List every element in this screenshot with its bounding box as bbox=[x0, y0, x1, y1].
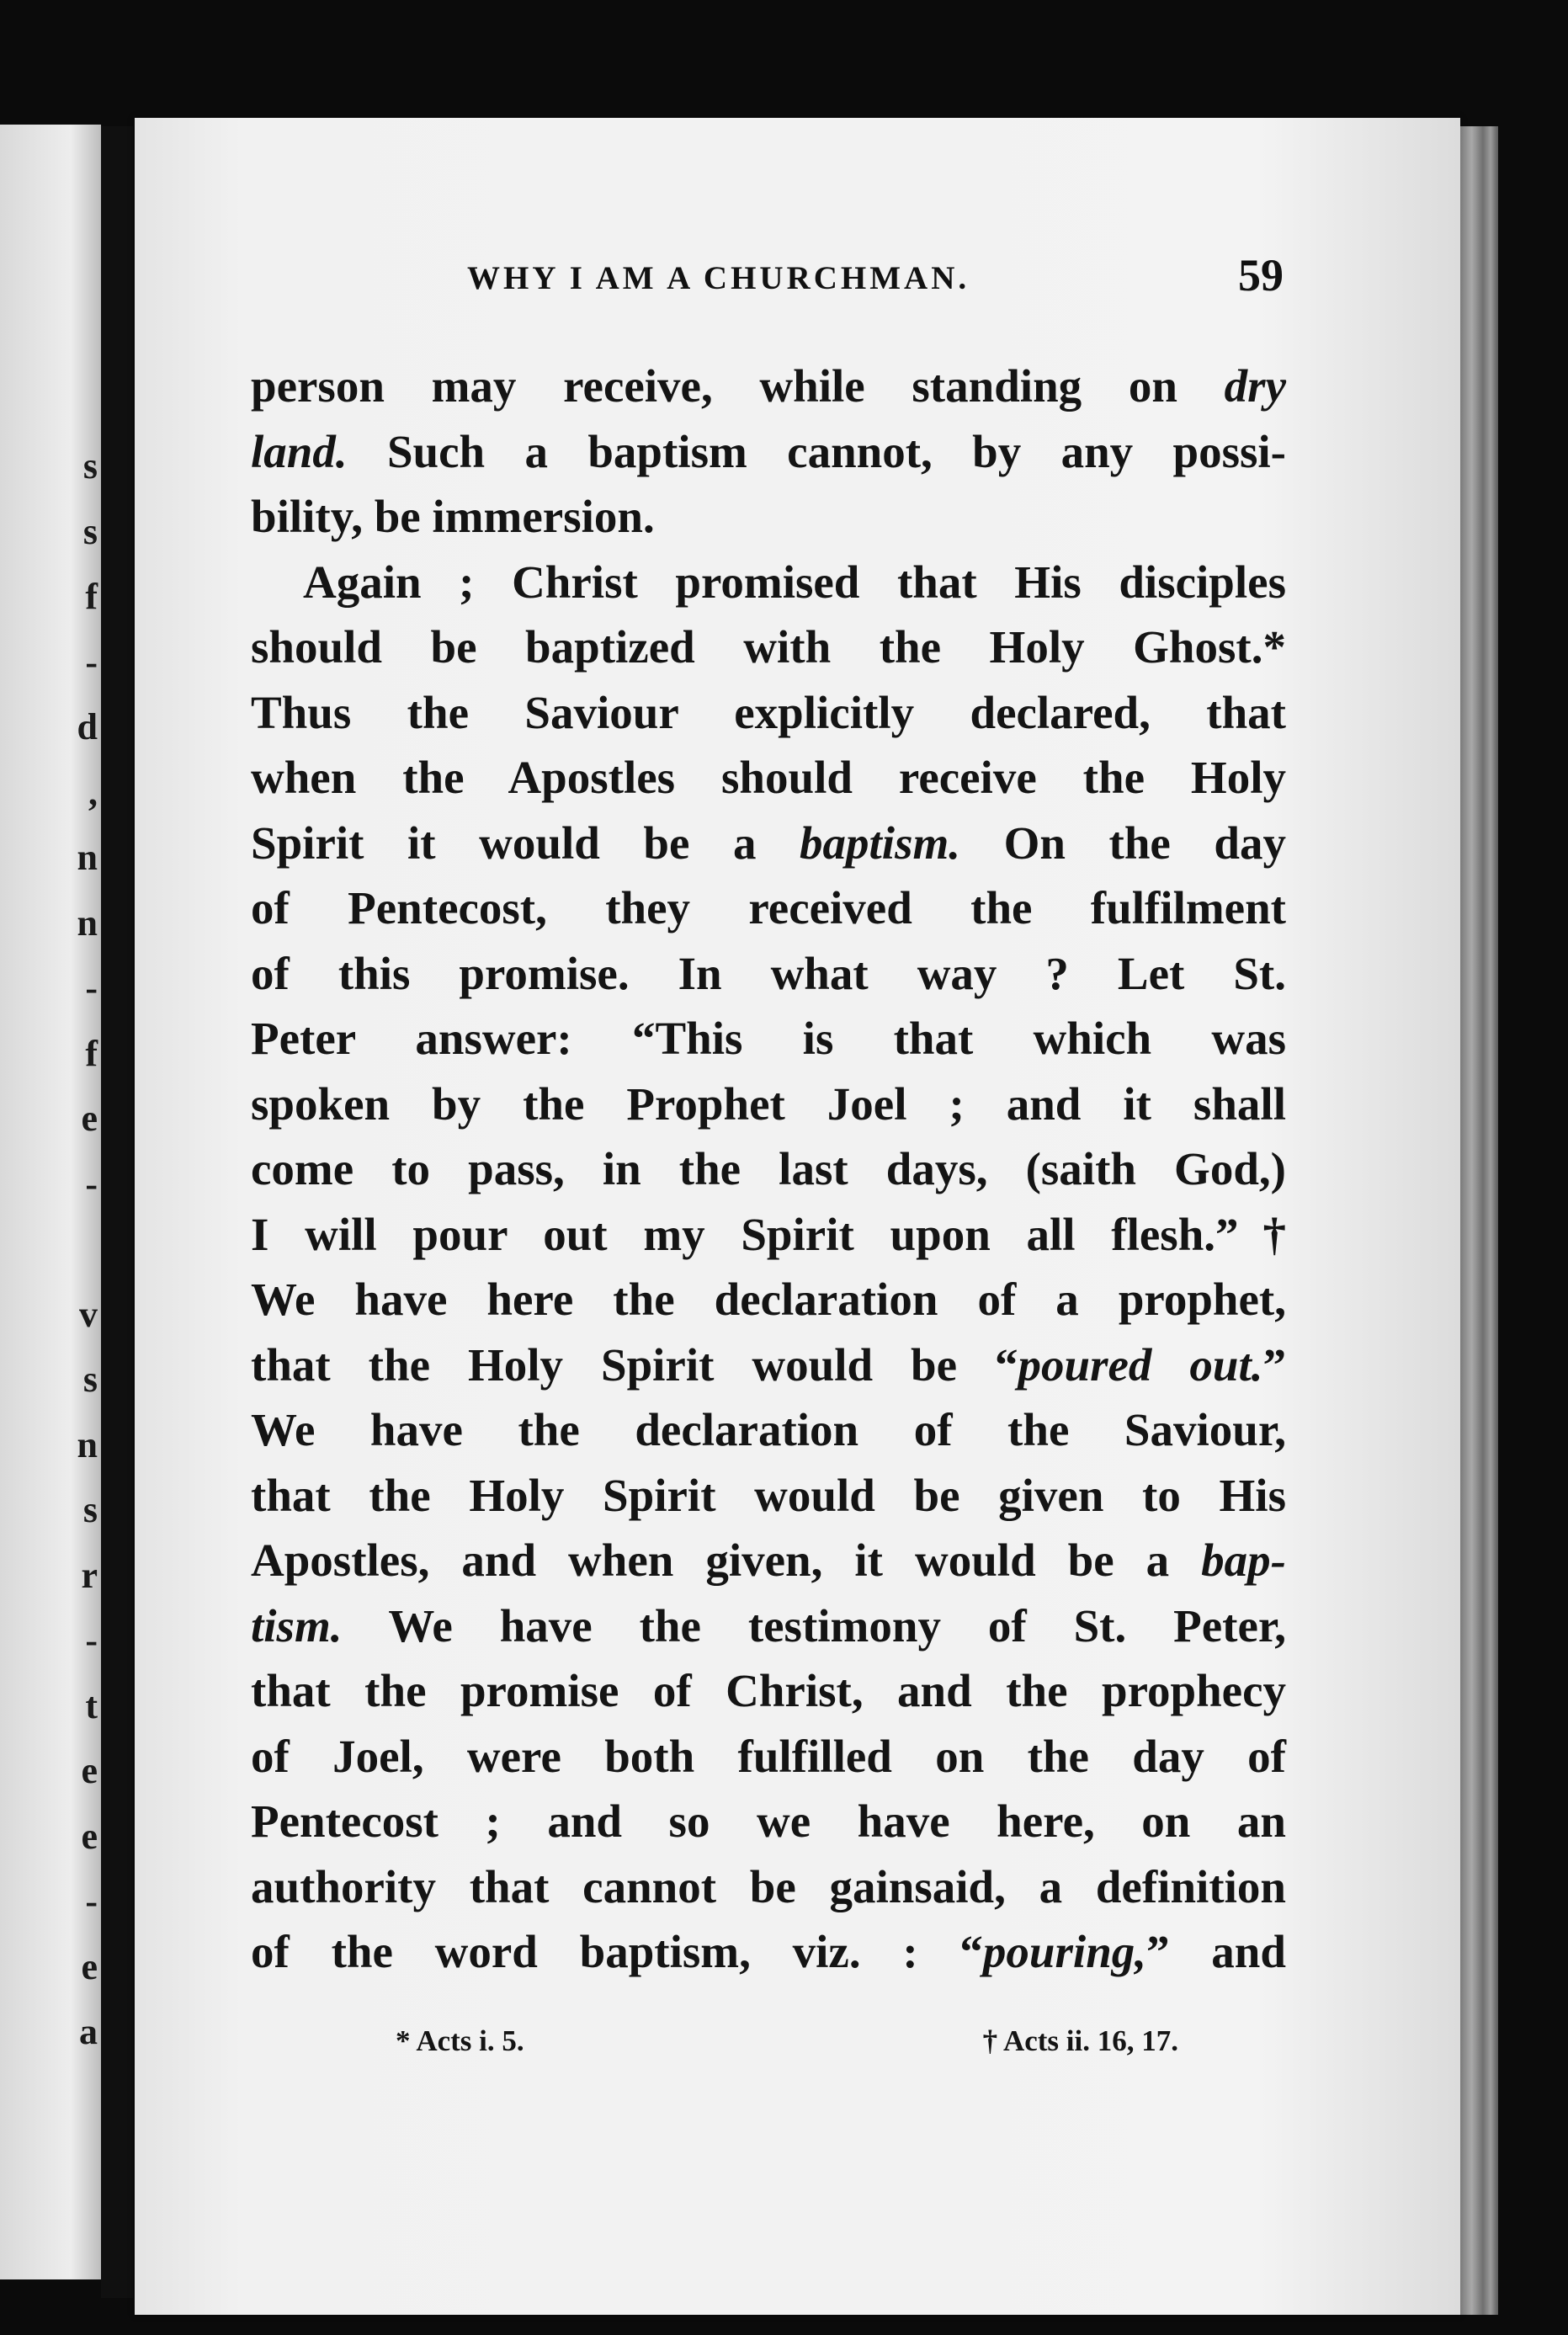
text-line bbox=[251, 1267, 1286, 1332]
italic-text: bap- bbox=[1201, 1535, 1286, 1586]
line-text: that the Holy Spirit would be given to His bbox=[251, 1469, 1286, 1521]
edge-glyph: s bbox=[82, 445, 98, 487]
text-line bbox=[251, 1397, 1286, 1463]
line-text: of the word baptism, viz. : “ bbox=[251, 1926, 983, 1977]
text-line bbox=[251, 811, 1286, 876]
edge-glyph: f bbox=[85, 1032, 98, 1074]
line-text: Pentecost ; and so we have here, on an bbox=[251, 1795, 1286, 1847]
edge-glyph: s bbox=[82, 1489, 98, 1530]
edge-glyph: a bbox=[79, 2011, 98, 2052]
line-text: Such a baptism cannot, by any possi- bbox=[347, 425, 1286, 477]
line-text: We have the testimony of St. Peter, bbox=[342, 1599, 1286, 1652]
edge-glyph: e bbox=[81, 1750, 98, 1791]
text-line bbox=[251, 680, 1286, 746]
text-line bbox=[251, 1854, 1286, 1920]
line-text: of Joel, were both fulfilled on the day of bbox=[251, 1730, 1286, 1782]
text-line bbox=[251, 1593, 1286, 1659]
edge-glyph: - bbox=[85, 641, 98, 683]
edge-glyph: - bbox=[85, 1162, 98, 1205]
running-head: WHY I AM A CHURCHMAN. bbox=[467, 260, 970, 296]
page-header bbox=[332, 250, 1284, 310]
edge-glyph: s bbox=[82, 1359, 98, 1400]
text-line bbox=[251, 1463, 1286, 1529]
line-text: Again ; Christ promised that His disciples bbox=[303, 556, 1286, 608]
line-text: bility, be immersion. bbox=[251, 491, 655, 542]
line-text: Thus the Saviour explicitly declared, that bbox=[251, 686, 1286, 738]
book-gutter bbox=[101, 126, 133, 2298]
line-text: spoken by the Prophet Joel ; and it shall bbox=[251, 1077, 1286, 1130]
text-line bbox=[251, 1658, 1286, 1724]
line-text: of this promise. In what way ? Let St. bbox=[251, 947, 1286, 999]
page-number: 59 bbox=[1238, 250, 1284, 301]
edge-glyph: e bbox=[81, 1815, 98, 1857]
text-line bbox=[251, 1528, 1286, 1593]
text-line bbox=[251, 354, 1286, 419]
line-text: We have here the declaration of a prophet, bbox=[251, 1274, 1286, 1325]
text-line bbox=[251, 875, 1286, 941]
line-text: that the promise of Christ, and the prophecy bbox=[251, 1665, 1286, 1716]
edge-glyph: - bbox=[85, 1880, 98, 1922]
footnotes bbox=[396, 2024, 1178, 2066]
italic-text: land. bbox=[251, 425, 348, 477]
edge-glyph: s bbox=[82, 510, 98, 552]
footnote-acts-ii-16-17: † Acts ii. 16, 17. bbox=[982, 2024, 1178, 2057]
text-line bbox=[251, 484, 1286, 550]
edge-glyph: r bbox=[81, 1554, 98, 1596]
italic-text: poured out. bbox=[1018, 1338, 1263, 1391]
facing-page-text-fragments bbox=[67, 444, 98, 2128]
line-text: authority that cannot be gainsaid, a definition bbox=[251, 1860, 1286, 1912]
edge-glyph: f bbox=[85, 576, 98, 617]
line-text: that the Holy Spirit would be “ bbox=[251, 1338, 1018, 1391]
italic-text: pouring, bbox=[982, 1926, 1147, 1977]
facing-page-edge bbox=[0, 125, 101, 2279]
text-line bbox=[251, 1789, 1286, 1854]
edge-glyph: - bbox=[85, 967, 98, 1008]
line-text: person may receive, while standing on bbox=[251, 360, 1225, 412]
line-text: I will pour out my Spirit upon all flesh.”† bbox=[251, 1208, 1286, 1260]
page-block-edge bbox=[1460, 126, 1498, 2315]
text-line bbox=[251, 1332, 1286, 1398]
line-text: On the day bbox=[960, 816, 1286, 869]
edge-glyph: n bbox=[77, 902, 98, 944]
line-text: of Pentecost, they received the fulfilment bbox=[251, 882, 1286, 933]
line-text: Apostles, and when given, it would be a bbox=[251, 1535, 1202, 1586]
text-line bbox=[251, 614, 1286, 680]
footnote-acts-i-5: * Acts i. 5. bbox=[396, 2024, 524, 2057]
text-line bbox=[251, 1919, 1286, 1985]
italic-text: baptism. bbox=[800, 816, 961, 869]
edge-glyph: n bbox=[77, 1423, 98, 1465]
text-line bbox=[251, 1202, 1286, 1268]
text-line bbox=[251, 1136, 1286, 1202]
edge-glyph: n bbox=[77, 837, 98, 878]
text-line bbox=[251, 419, 1286, 485]
edge-glyph: v bbox=[79, 1293, 98, 1335]
text-line bbox=[251, 1724, 1286, 1790]
edge-glyph: , bbox=[88, 771, 98, 813]
line-text: ” and bbox=[1146, 1926, 1286, 1977]
body-text bbox=[251, 354, 1286, 1985]
text-line bbox=[251, 941, 1286, 1007]
line-text: come to pass, in the last days, (saith God,) bbox=[251, 1143, 1286, 1194]
italic-text: dry bbox=[1224, 360, 1286, 412]
line-text: Peter answer: “This is that which was bbox=[251, 1013, 1286, 1064]
line-text: Spirit it would be a bbox=[251, 816, 800, 869]
line-text: We have the declaration of the Saviour, bbox=[251, 1404, 1286, 1455]
text-line bbox=[251, 550, 1286, 615]
line-text: when the Apostles should receive the Holy bbox=[251, 752, 1286, 803]
text-line bbox=[251, 745, 1286, 811]
text-line bbox=[251, 1006, 1286, 1072]
edge-glyph: e bbox=[81, 1098, 98, 1139]
edge-glyph: e bbox=[81, 1945, 98, 1987]
line-text: should be baptized with the Holy Ghost.* bbox=[251, 621, 1286, 673]
edge-glyph: d bbox=[77, 706, 98, 747]
italic-text: tism. bbox=[251, 1599, 343, 1652]
edge-glyph: - bbox=[85, 1620, 98, 1661]
text-line bbox=[251, 1072, 1286, 1137]
line-text: ” bbox=[1262, 1338, 1286, 1391]
edge-glyph: t bbox=[85, 1684, 98, 1726]
